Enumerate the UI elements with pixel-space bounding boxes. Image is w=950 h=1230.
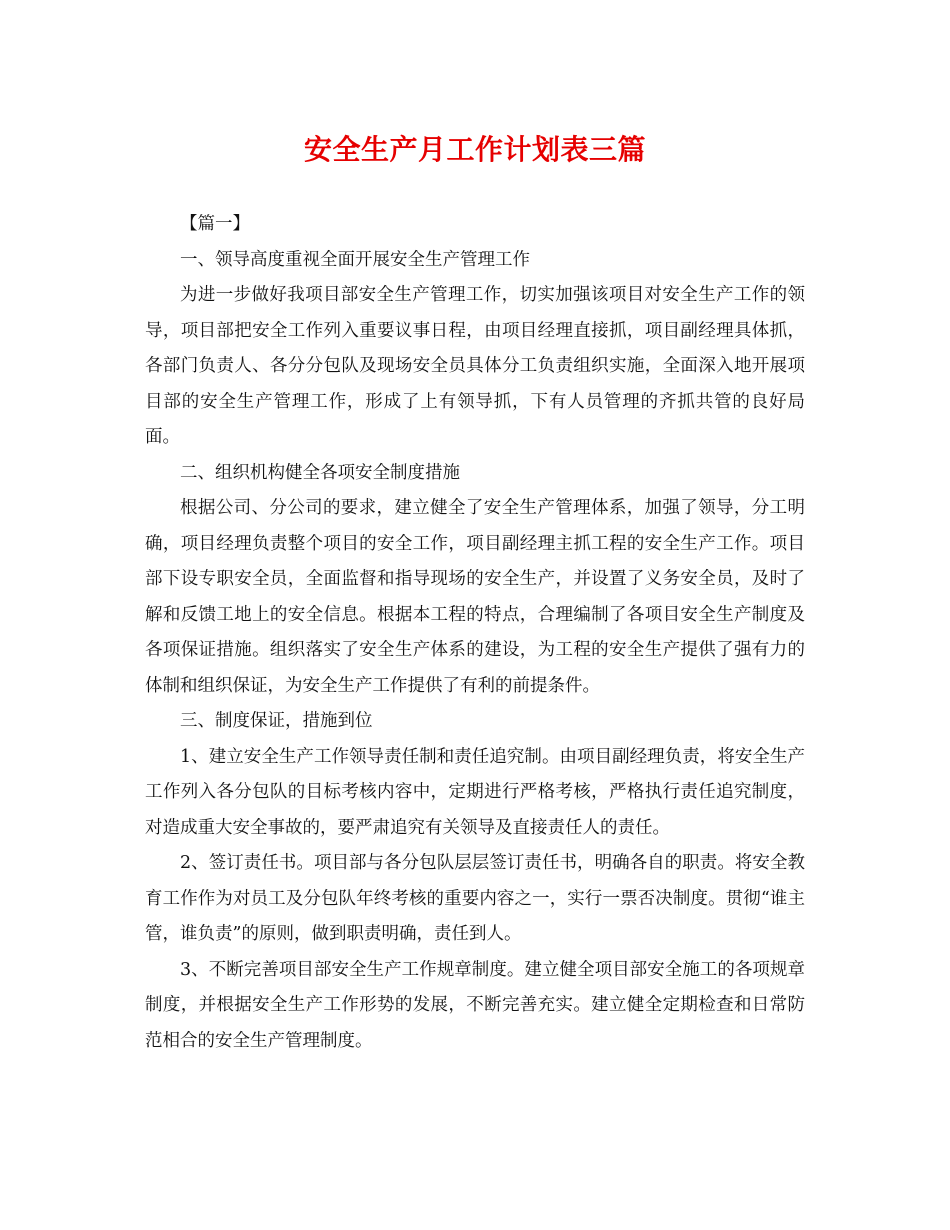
paragraph-rules-improvement: 3、不断完善项目部安全生产工作规章制度。建立健全项目部安全施工的各项规章制度，并根据安全生产工作形势的发展，不断完善充实。建立健全定期检查和日常防范相合的安全生产管理制度。 [145,959,805,1051]
document-body [145,207,805,1059]
paragraph-responsibility-system: 1、建立安全生产工作领导责任制和责任追究制。由项目副经理负责，将安全生产工作列入各分包队的目标考核内容中，定期进行严格考核，严格执行责任追究制度，对造成重大安全事故的，要严肃追究有关领导及直接责任人的责任。 [145,746,805,838]
heading-system-guarantee: 三、制度保证，措施到位 [180,711,373,731]
paragraph-responsibility-letter: 2、签订责任书。项目部与各分包队层层签订责任书，明确各自的职责。将安全教育工作作为对员工及分包队年终考核的重要内容之一，实行一票否决制度。贯彻“谁主管，谁负责”的原则，做到职责明确，责任到人。 [145,853,805,944]
heading-organization: 二、组织机构健全各项安全制度措施 [180,462,460,483]
section-label-part-one: 【篇一】 [180,214,250,234]
document-title: 安全生产月工作计划表三篇 [303,133,646,166]
paragraph-leadership: 为进一步做好我项目部安全生产管理工作，切实加强该项目对安全生产工作的领导，项目部把安全工作列入重要议事日程，由项目经理直接抓，项目副经理具体抓，各部门负责人、各分分包队及现场安全员具体分工负责组织实施，全面深入地开展项目部的安全生产管理工作，形成了上有领导抓，下有人员管理的齐抓共管的良好局面。 [145,285,805,447]
paragraph-organization: 根据公司、分公司的要求，建立健全了安全生产管理体系，加强了领导，分工明确，项目经理负责整个项目的安全工作，项目副经理主抓工程的安全生产工作。项目部下设专职安全员，全面监督和指导现场的安全生产，并设置了义务安全员，及时了解和反馈工地上的安全信息。根据本工程的特点，合理编制了各项目安全生产制度及各项保证措施。组织落实了安全生产体系的建设，为工程的安全生产提供了强有力的体制和组织保证，为安全生产工作提供了有利的前提条件。 [145,498,805,696]
heading-leadership: 一、领导高度重视全面开展安全生产管理工作 [180,249,530,270]
